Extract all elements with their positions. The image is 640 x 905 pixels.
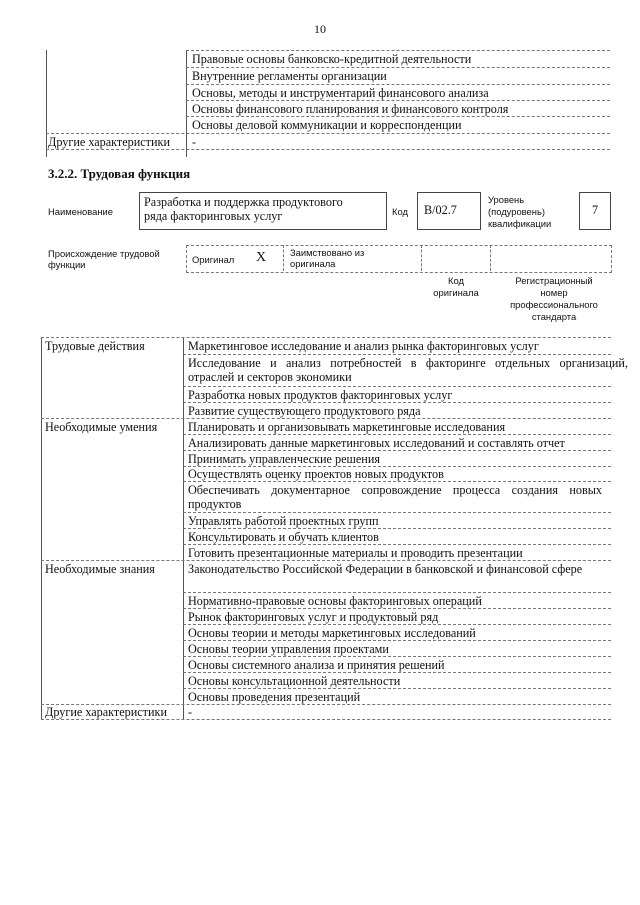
skill-item: Обеспечивать документарное сопровождение процесса создания новых продуктов [188, 483, 602, 511]
origin-label-2: функции [48, 259, 86, 270]
main-table-left-border [41, 337, 42, 719]
origin-box [186, 245, 612, 273]
main-table-rule [183, 688, 611, 689]
knowledge-item: Законодательство Российской Федерации в банковской и финансовой сфере [188, 562, 583, 576]
top-table-rule [186, 116, 610, 117]
reg-number-caption-1: Регистрационный [515, 275, 593, 286]
skill-item: Принимать управленческие решения [188, 452, 380, 466]
main-table-rule [183, 640, 611, 641]
actions-label: Трудовые действия [45, 339, 145, 353]
level-label-2: (подуровень) [488, 206, 545, 217]
knowledge-item: Рынок факторинговых услуг и продуктовый ряд [188, 610, 439, 624]
top-table-left-border [46, 50, 47, 157]
main-table-rule [183, 672, 611, 673]
action-item: Разработка новых продуктов факторинговых услуг [188, 388, 453, 402]
main-table-rule [183, 608, 611, 609]
main-table-rule [183, 528, 611, 529]
name-value-line1: Разработка и поддержка продуктового [144, 195, 343, 209]
reg-number-caption-2: номер [540, 287, 568, 298]
main-table-rule [183, 512, 611, 513]
top-table-rule [46, 133, 610, 134]
skill-item: Консультировать и обучать клиентов [188, 530, 379, 544]
knowledge-item: Основы консультационной деятельности [188, 674, 401, 688]
name-label: Наименование [48, 206, 113, 217]
action-item: Развитие существующего продуктового ряда [188, 404, 421, 418]
top-table-item: Правовые основы банковско-кредитной деятельности [192, 52, 472, 66]
level-value: 7 [592, 203, 599, 217]
main-table-rule [41, 418, 611, 419]
action-item: Исследование и анализ потребностей в факторинге отдельных организаций, отраслей и секторов экономики [188, 356, 628, 384]
page-number: 10 [314, 22, 326, 36]
knowledge-item: Основы проведения презентаций [188, 690, 361, 704]
skill-item: Анализировать данные маркетинговых исследований и составлять отчет [188, 436, 565, 450]
knowledge-item: Основы теории управления проектами [188, 642, 389, 656]
borrowed-label-1: Заимствовано из [290, 247, 365, 258]
name-value-line2: ряда факторинговых услуг [144, 209, 283, 223]
main-table-rule [183, 481, 611, 482]
section-title: 3.2.2. Трудовая функция [48, 166, 191, 181]
code-label: Код [392, 206, 408, 217]
main-table-rule [183, 434, 611, 435]
main-other-value: - [188, 705, 193, 719]
top-table-rule [46, 149, 610, 150]
main-table-rule [41, 337, 611, 338]
origin-divider [490, 245, 491, 271]
level-label-3: квалификации [488, 218, 552, 229]
main-table-rule [183, 544, 611, 545]
top-table-rule [186, 100, 610, 101]
origin-divider [421, 245, 422, 271]
main-table-rule [41, 560, 611, 561]
knowledge-item: Основы теории и методы маркетинговых исследований [188, 626, 476, 640]
main-table-rule [41, 719, 611, 720]
reg-number-caption-3: профессионального [510, 299, 598, 310]
top-table-item: Основы деловой коммуникации и корреспонденции [192, 118, 462, 132]
main-table-rule [183, 656, 611, 657]
skill-item: Планировать и организовывать маркетинговые исследования [188, 420, 506, 434]
main-table-rule [183, 386, 611, 387]
origin-divider [283, 245, 284, 271]
main-table-rule [183, 450, 611, 451]
top-table-other-label: Другие характеристики [48, 135, 170, 149]
original-label: Оригинал [192, 254, 235, 265]
top-table-item: Основы финансового планирования и финансового контроля [192, 102, 509, 116]
original-mark: X [256, 250, 267, 265]
top-table-item: Внутренние регламенты организации [192, 69, 387, 83]
main-table-rule [183, 354, 611, 355]
top-table-other-value: - [192, 135, 197, 149]
action-item: Маркетинговое исследование и анализ рынка факторинговых услуг [188, 339, 539, 353]
skill-item: Управлять работой проектных групп [188, 514, 379, 528]
skills-label: Необходимые умения [45, 420, 158, 434]
top-table-rule [186, 84, 610, 85]
borrowed-label-2: оригинала [290, 258, 336, 269]
main-other-label: Другие характеристики [45, 705, 167, 719]
knowledge-item: Нормативно-правовые основы факторинговых операций [188, 594, 482, 608]
top-table-rule [186, 67, 610, 68]
main-table-rule [183, 402, 611, 403]
skill-item: Осуществлять оценку проектов новых продуктов [188, 467, 444, 481]
main-table-rule [183, 592, 611, 593]
code-value: B/02.7 [424, 203, 457, 217]
code-original-caption-1: Код [448, 275, 464, 286]
main-table-rule [183, 624, 611, 625]
code-original-caption-2: оригинала [433, 287, 479, 298]
top-table-item: Основы, методы и инструментарий финансового анализа [192, 86, 489, 100]
level-label-1: Уровень [488, 194, 525, 205]
knowledge-item: Основы системного анализа и принятия решений [188, 658, 445, 672]
reg-number-caption-4: стандарта [531, 311, 577, 322]
knowledge-label: Необходимые знания [45, 562, 155, 576]
origin-label-1: Происхождение трудовой [48, 248, 160, 259]
skill-item: Готовить презентационные материалы и проводить презентации [188, 546, 523, 560]
top-table-rule [186, 50, 610, 51]
